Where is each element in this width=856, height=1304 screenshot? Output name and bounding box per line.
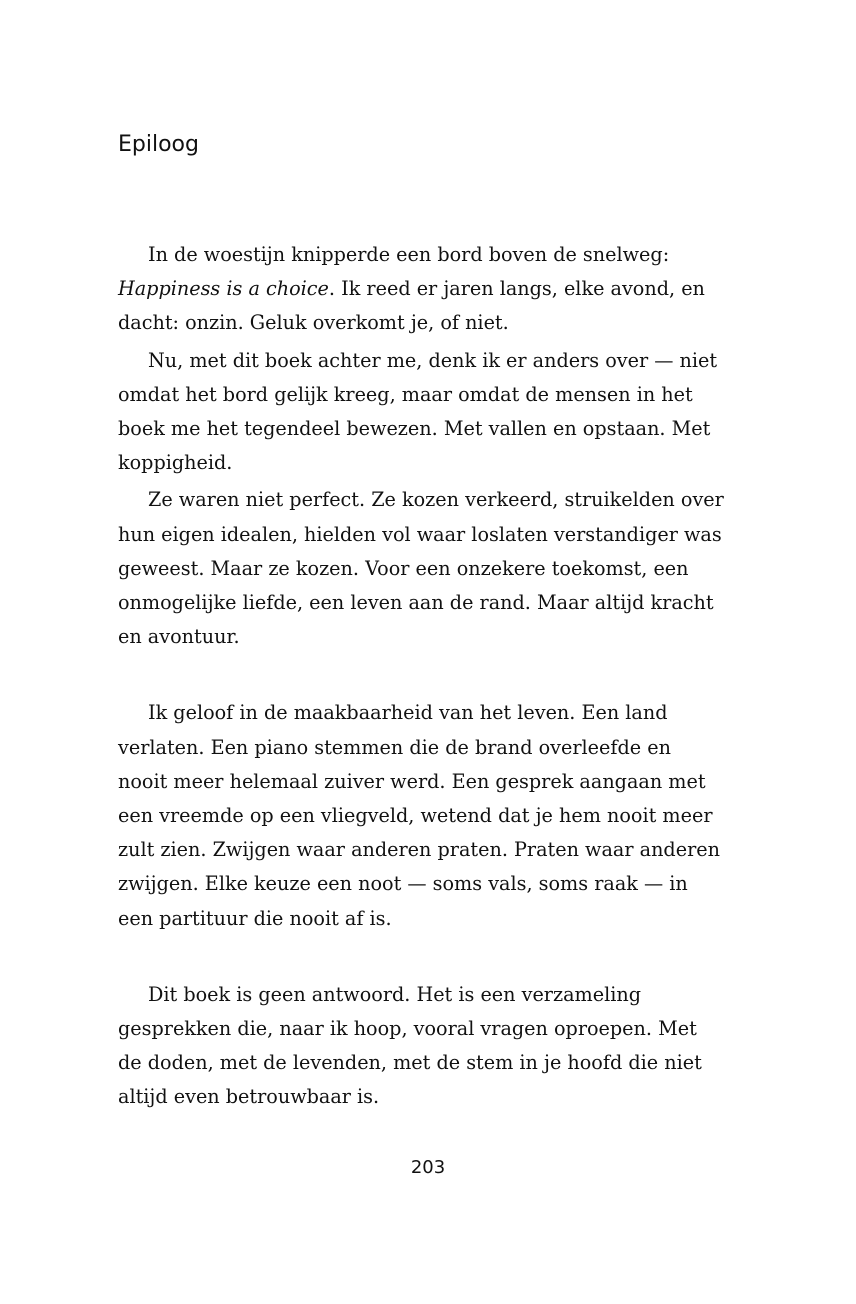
text-line: In de woestijn knipperde een bord boven de snelweg: xyxy=(148,243,670,266)
text-line: de doden, met de levenden, met de stem in je hoofd die niet xyxy=(118,1051,702,1075)
text-line: een vreemde op een vliegveld, wetend dat je hem nooit meer xyxy=(118,804,713,828)
text-line: gesprekken die, naar ik hoop, vooral vragen oproepen. Met xyxy=(118,1017,697,1041)
text-line: Ze waren niet perfect. Ze kozen verkeerd, struikelden over xyxy=(148,488,724,512)
text-line: zult zien. Zwijgen waar anderen praten. Praten waar anderen xyxy=(118,838,720,862)
page-number: 203 xyxy=(410,1157,446,1178)
paragraph-4 xyxy=(118,696,740,935)
text-line: Dit boek is geen antwoord. Het is een verzameling xyxy=(148,982,641,1006)
text-line: omdat het bord gelijk kreeg, maar omdat de mensen in het xyxy=(118,382,693,406)
text-line: en avontuur. xyxy=(118,625,240,649)
text-line: dacht: onzin. Geluk overkomt je, of niet. xyxy=(118,311,509,335)
text-line: Nu, met dit boek achter me, denk ik er anders over — niet xyxy=(148,348,718,372)
paragraph-2 xyxy=(118,344,740,481)
body-text xyxy=(118,238,740,1118)
text-line: nooit meer helemaal zuiver werd. Een gesprek aangaan met xyxy=(118,769,706,793)
paragraph-1 xyxy=(118,238,740,341)
text-line: hun eigen idealen, hielden vol waar loslaten verstandiger was xyxy=(118,522,722,546)
quote-text: Happiness is a choice xyxy=(118,277,329,301)
quote-suffix: . xyxy=(328,277,336,301)
text-line: een partituur die nooit af is. xyxy=(118,906,392,930)
text-line: koppigheid. xyxy=(118,451,233,475)
text-line xyxy=(118,272,740,306)
chapter-title: Epiloog xyxy=(118,132,199,157)
paragraph-3 xyxy=(118,483,740,654)
text-line: geweest. Maar ze kozen. Voor een onzekere toekomst, een xyxy=(118,556,689,580)
text-line: boek me het tegendeel bewezen. Met vallen en opstaan. Met xyxy=(118,417,711,441)
text-line: verlaten. Een piano stemmen die de brand overleefde en xyxy=(118,735,671,759)
text-line: onmogelijke liefde, een leven aan de rand. Maar altijd kracht xyxy=(118,591,714,615)
text-line: Ik geloof in de maakbaarheid van het leven. Een land xyxy=(148,701,668,725)
text-line: zwijgen. Elke keuze een noot — soms vals, soms raak — in xyxy=(118,872,688,896)
paragraph-5 xyxy=(118,978,740,1115)
text-line: altijd even betrouwbaar is. xyxy=(118,1085,380,1109)
text-fragment: Ik reed er jaren langs, elke avond, en xyxy=(341,277,705,301)
